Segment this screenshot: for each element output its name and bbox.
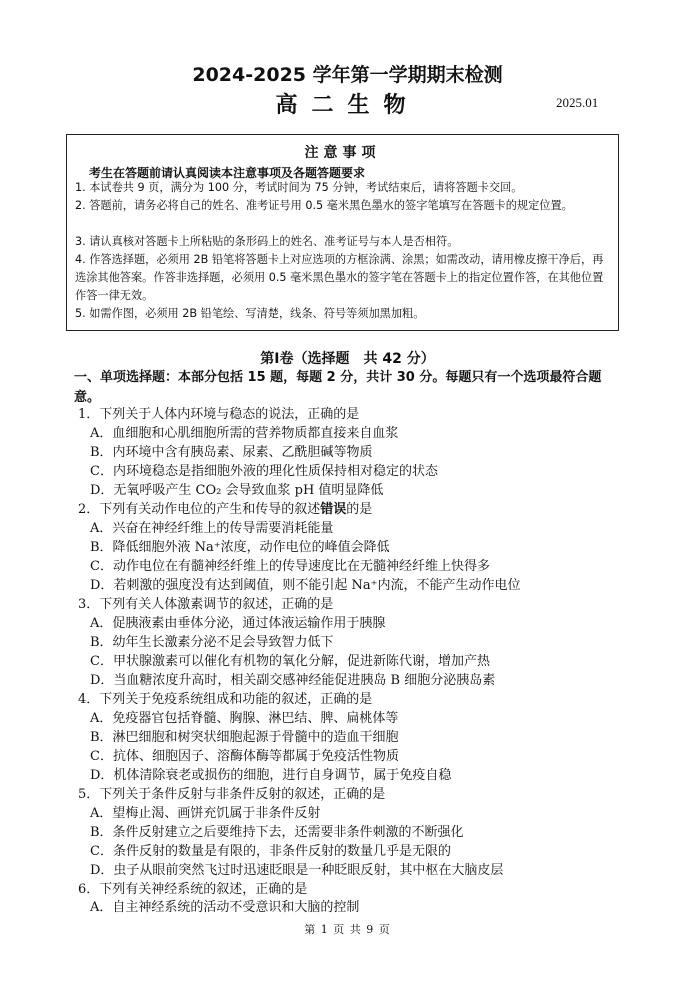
exam-title: 2024-2025 学年第一学期期末检测	[192, 64, 503, 86]
notice-item: 1. 本试卷共 9 页，满分为 100 分，考试时间为 75 分钟，考试结束后，请将答题卡交回。	[75, 181, 523, 194]
question-stem-part: 2．下列有关动作电位的产生和传导的叙述	[78, 502, 321, 517]
question-option: B．条件反射建立之后要维持下去，还需要非条件刺激的不断强化	[90, 825, 464, 840]
question-stem	[78, 501, 372, 519]
question-stem: 4．下列关于免疫系统组成和功能的叙述，正确的是	[78, 692, 373, 707]
question-stem: 5．下列关于条件反射与非条件反射的叙述，正确的是	[78, 787, 386, 802]
question-option: D．虫子从眼前突然飞过时迅速眨眼是一种眨眼反射，其中枢在大脑皮层	[90, 863, 504, 878]
notice-intro: 考生在答题前请认真阅读本注意事项及各题答题要求	[89, 166, 366, 180]
question-option: D．若刺激的强度没有达到阈值，则不能引起 Na⁺内流，不能产生动作电位	[90, 578, 521, 593]
emphasis-word: 错误	[320, 502, 347, 517]
question-option: D．无氧呼吸产生 CO₂ 会导致血浆 pH 值明显降低	[90, 483, 384, 498]
notice-box	[66, 134, 619, 331]
notice-item: 5. 如需作图，必须用 2B 铅笔绘、写清楚，线条、符号等须加黑加粗。	[75, 307, 425, 320]
part-title: 第Ⅰ卷（选择题 共 42 分）	[260, 351, 435, 367]
question-option: A．兴奋在神经纤维上的传导需要消耗能量	[90, 521, 334, 536]
question-stem: 3．下列有关人体激素调节的叙述，正确的是	[78, 597, 334, 612]
notice-item: 4. 作答选择题，必须用 2B 铅笔将答题卡上对应选项的方框涂满、涂黑；如需改动，请用橡皮擦干净后，再选涂其他答案。作答非选择题，必须用 0.5 毫米黑色墨水的签字笔在答题卡上的指定位置作答，在其他位置作答一律无效。	[75, 253, 604, 302]
notice-item: 3. 请认真核对答题卡上所粘贴的条形码上的姓名、准考证号与本人是否相符。	[75, 235, 459, 248]
question-option: A．血细胞和心肌细胞所需的营养物质都直接来自血浆	[90, 426, 399, 441]
question-option: B．淋巴细胞和树突状细胞起源于骨髓中的造血干细胞	[90, 730, 399, 745]
question-option: B．幼年生长激素分泌不足会导致智力低下	[90, 635, 334, 650]
notice-title: 注意事项	[304, 145, 381, 161]
section-heading: 一、单项选择题：本部分包括 15 题，每题 2 分，共计 30 分。每题只有一个选项最符合题意。	[74, 370, 602, 405]
question-option: A．自主神经系统的活动不受意识和大脑的控制	[90, 900, 360, 915]
question-option: C．内环境稳态是指细胞外液的理化性质保持相对稳定的状态	[90, 464, 438, 479]
question-option: D．机体清除衰老或损伤的细胞，进行自身调节，属于免疫自稳	[90, 768, 452, 783]
question-option: A．免疫器官包括脊髓、胸腺、淋巴结、脾、扁桃体等	[90, 711, 399, 726]
question-option: A．望梅止渴、画饼充饥属于非条件反射	[90, 806, 321, 821]
exam-date: 2025.01	[556, 95, 599, 110]
subject-title: 高二生物	[275, 93, 420, 118]
question-stem: 1．下列关于人体内环境与稳态的说法，正确的是	[78, 407, 360, 422]
question-stem: 6．下列有关神经系统的叙述，正确的是	[78, 882, 308, 897]
question-option: B．内环境中含有胰岛素、尿素、乙酰胆碱等物质	[90, 445, 373, 460]
notice-item: 2. 答题前，请务必将自己的姓名、准考证号用 0.5 毫米黑色墨水的签字笔填写在答题卡的规定位置。	[75, 199, 573, 212]
question-stem-part: 的是	[346, 502, 373, 517]
question-option: C．甲状腺激素可以催化有机物的氧化分解，促进新陈代谢，增加产热	[90, 654, 490, 669]
question-option: B．降低细胞外液 Na⁺浓度，动作电位的峰值会降低	[90, 540, 390, 555]
question-option: C．条件反射的数量是有限的，非条件反射的数量几乎是无限的	[90, 844, 451, 859]
question-option: C．抗体、细胞因子、溶酶体酶等都属于免疫活性物质	[90, 749, 399, 764]
question-option: A．促胰液素由垂体分泌，通过体液运输作用于胰腺	[90, 616, 386, 631]
page-footer: 第 1 页 共 9 页	[304, 923, 391, 936]
question-option: C．动作电位在有髓神经纤维上的传导速度比在无髓神经纤维上快得多	[90, 559, 490, 574]
question-option: D．当血糖浓度升高时，相关副交感神经能促进胰岛 B 细胞分泌胰岛素	[90, 673, 496, 688]
